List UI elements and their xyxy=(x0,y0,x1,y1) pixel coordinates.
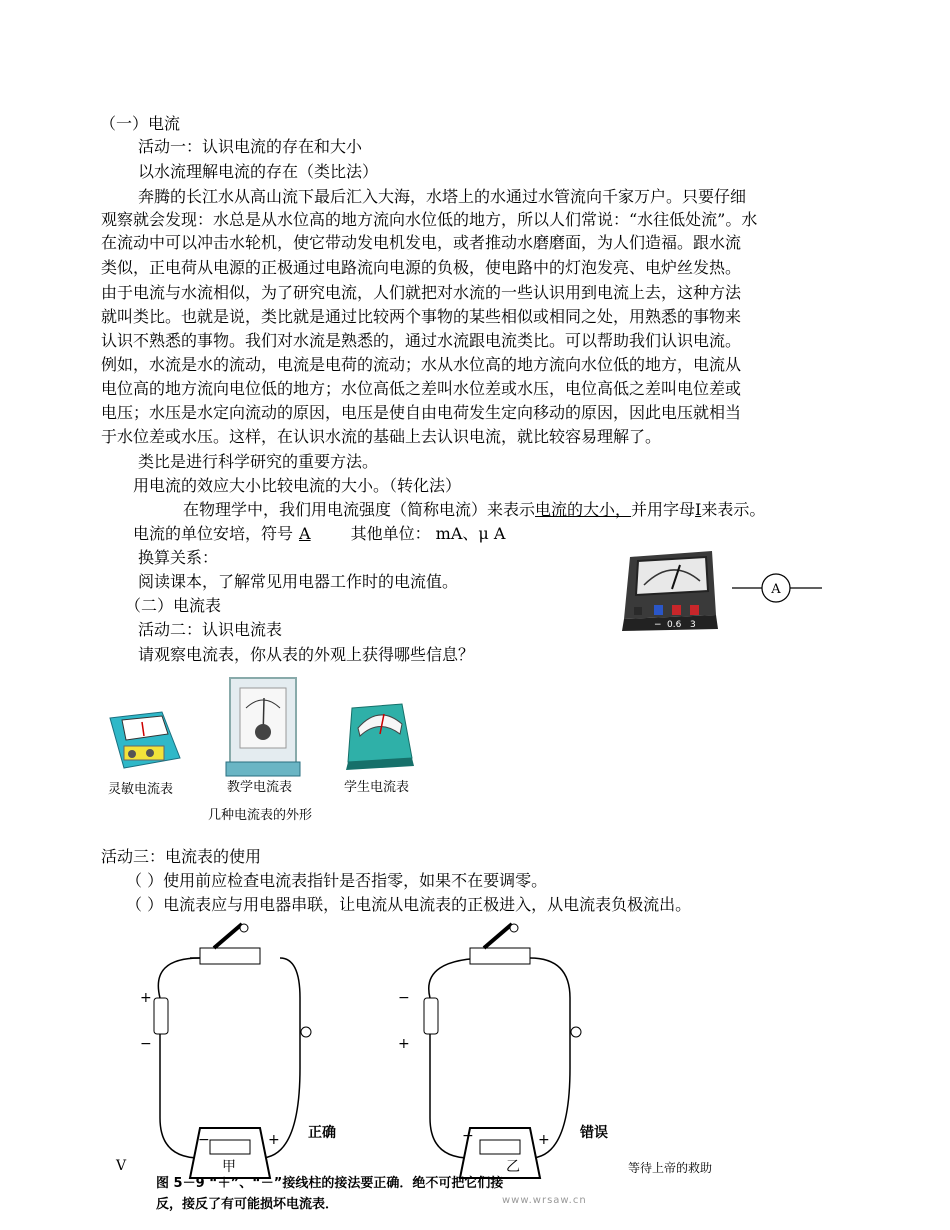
right-battery-minus: − xyxy=(398,990,410,1006)
conversion-heading: 用电流的效应大小比较电流的大小。（转化法） xyxy=(133,476,462,495)
definition-sentence xyxy=(183,499,765,521)
usage-rule: （ ）电流表应与用电器串联，让电流从电流表的正极进入，从电流表负极流出。 xyxy=(126,895,692,914)
definition-suffix: 来表示。 xyxy=(701,500,766,519)
current-letter: I xyxy=(695,500,702,519)
teaching-ammeter-label: 教学电流表 xyxy=(227,780,293,795)
section2-title: （二）电流表 xyxy=(125,596,222,615)
right-ammeter-minus: − xyxy=(462,1128,474,1144)
bulb-right xyxy=(571,1027,581,1037)
paragraph-line: 于水位差或水压。这样，在认识水流的基础上去认识电流，就比较容易理解了。 xyxy=(101,427,662,446)
analogy-note: 类比是进行科学研究的重要方法。 xyxy=(138,452,379,471)
left-ammeter-plus: + xyxy=(268,1132,280,1148)
activity1-heading: 活动一：认识电流的存在和大小 xyxy=(138,137,363,156)
ammeter-image xyxy=(620,545,720,633)
unit-sentence xyxy=(133,523,505,545)
circuit-figure xyxy=(130,918,650,1218)
definition-underlined: 电流的大小， xyxy=(535,500,632,519)
meter-figure-caption: 几种电流表的外形 xyxy=(208,808,313,823)
reading-task: 阅读课本，了解常见用电器工作时的电流值。 xyxy=(138,572,459,591)
left-ammeter-minus: − xyxy=(198,1132,210,1148)
paragraph-line: 在流动中可以冲击水轮机，使它带动发电机发电，或者推动水磨磨面，为人们造福。跟水流 xyxy=(101,233,742,252)
other-units: 其他单位： mA、μ A xyxy=(350,524,506,543)
paragraph-line: 电压；水压是水定向流动的原因，电压是使自由电荷发生定向移动的原因，因此电压就相当 xyxy=(101,403,742,422)
figure-caption-line2: 反，接反了有可能损坏电流表． xyxy=(156,1197,339,1212)
student-ammeter-image xyxy=(346,704,414,770)
sensitive-ammeter-label: 灵敏电流表 xyxy=(108,782,174,797)
terminal-red2 xyxy=(690,605,699,615)
footer-left-mark: V xyxy=(116,1158,127,1174)
paragraph-line: 电位高的地方流向电位低的地方；水位高低之差叫水位差或水压，电位高低之差叫电位差或 xyxy=(101,379,742,398)
left-figure-label: 甲 xyxy=(222,1159,236,1175)
switch-left xyxy=(200,924,260,964)
paragraph-line: 观察就会发现：水总是从水位高的地方流向水位低的地方，所以人们常说：“水往低处流”。水 xyxy=(101,210,758,229)
footer-text: 等待上帝的救助 xyxy=(628,1161,713,1175)
sensitive-ammeter-image xyxy=(110,712,180,768)
figure-caption-line1: 图 5－9 “＋”、“－”接线柱的接法要正确．绝不可把它们接 xyxy=(156,1176,504,1191)
activity3-heading: 活动三：电流表的使用 xyxy=(101,847,262,866)
wrong-label: 错误 xyxy=(580,1125,608,1141)
unit-prefix: 电流的单位安培，符号 xyxy=(133,524,294,543)
conversion-relation: 换算关系： xyxy=(138,548,219,567)
right-battery-plus: + xyxy=(398,1036,410,1052)
activity2-heading: 活动二：认识电流表 xyxy=(138,620,283,639)
left-battery-minus: − xyxy=(140,1036,152,1052)
right-figure-label: 乙 xyxy=(506,1159,520,1175)
paragraph-line: 就叫类比。也就是说，类比就是通过比较两个事物的某些相似或相同之处，用熟悉的事物来 xyxy=(101,307,742,326)
left-battery-plus: + xyxy=(140,990,152,1006)
battery-right xyxy=(424,998,438,1034)
paragraph-line: 由于电流与水流相似，为了研究电流，人们就把对水流的一些认识用到电流上去，这种方法 xyxy=(101,283,742,302)
terminal-red1 xyxy=(672,605,681,615)
terminal-3: 3 xyxy=(690,620,696,630)
terminal-blue xyxy=(654,605,663,615)
section1-title: （一）电流 xyxy=(100,114,181,133)
meter-types-figure xyxy=(102,668,424,826)
ammeter-symbol-letter: A xyxy=(771,582,781,597)
bulb-left xyxy=(301,1027,311,1037)
question: 请观察电流表，你从表的外观上获得哪些信息？ xyxy=(138,645,475,664)
battery-left xyxy=(154,998,168,1034)
unit-symbol: A xyxy=(299,524,311,543)
paragraph-line: 奔腾的长江水从高山流下最后汇入大海，水塔上的水通过水管流向千家万户。只要仔细 xyxy=(138,187,747,206)
analogy-heading: 以水流理解电流的存在（类比法） xyxy=(138,162,379,181)
ammeter-symbol xyxy=(730,570,825,606)
switch-right xyxy=(470,924,530,964)
right-ammeter-plus: + xyxy=(538,1132,550,1148)
definition-mid: 并用字母 xyxy=(631,500,696,519)
usage-rule: （ ）使用前应检查电流表指针是否指零，如果不在要调零。 xyxy=(126,871,548,890)
paragraph-line: 类似，正电荷从电源的正极通过电路流向电源的负极，使电路中的灯泡发亮、电炉丝发热。 xyxy=(101,258,742,277)
paragraph-line: 认识不熟悉的事物。我们对水流是熟悉的，通过水流跟电流类比。可以帮助我们认识电流。 xyxy=(101,331,742,350)
paragraph-line: 例如，水流是水的流动，电流是电荷的流动；水从水位高的地方流向水位低的地方，电流从 xyxy=(101,355,742,374)
correct-label: 正确 xyxy=(308,1125,336,1141)
watermark: www.wrsaw.cn xyxy=(502,1195,587,1206)
terminal-06: 0.6 xyxy=(667,620,682,630)
teaching-ammeter-image xyxy=(226,678,300,776)
terminal-minus: − xyxy=(654,620,662,630)
definition-prefix: 在物理学中，我们用电流强度（简称电流）来表示 xyxy=(183,500,536,519)
student-ammeter-label: 学生电流表 xyxy=(344,780,410,795)
